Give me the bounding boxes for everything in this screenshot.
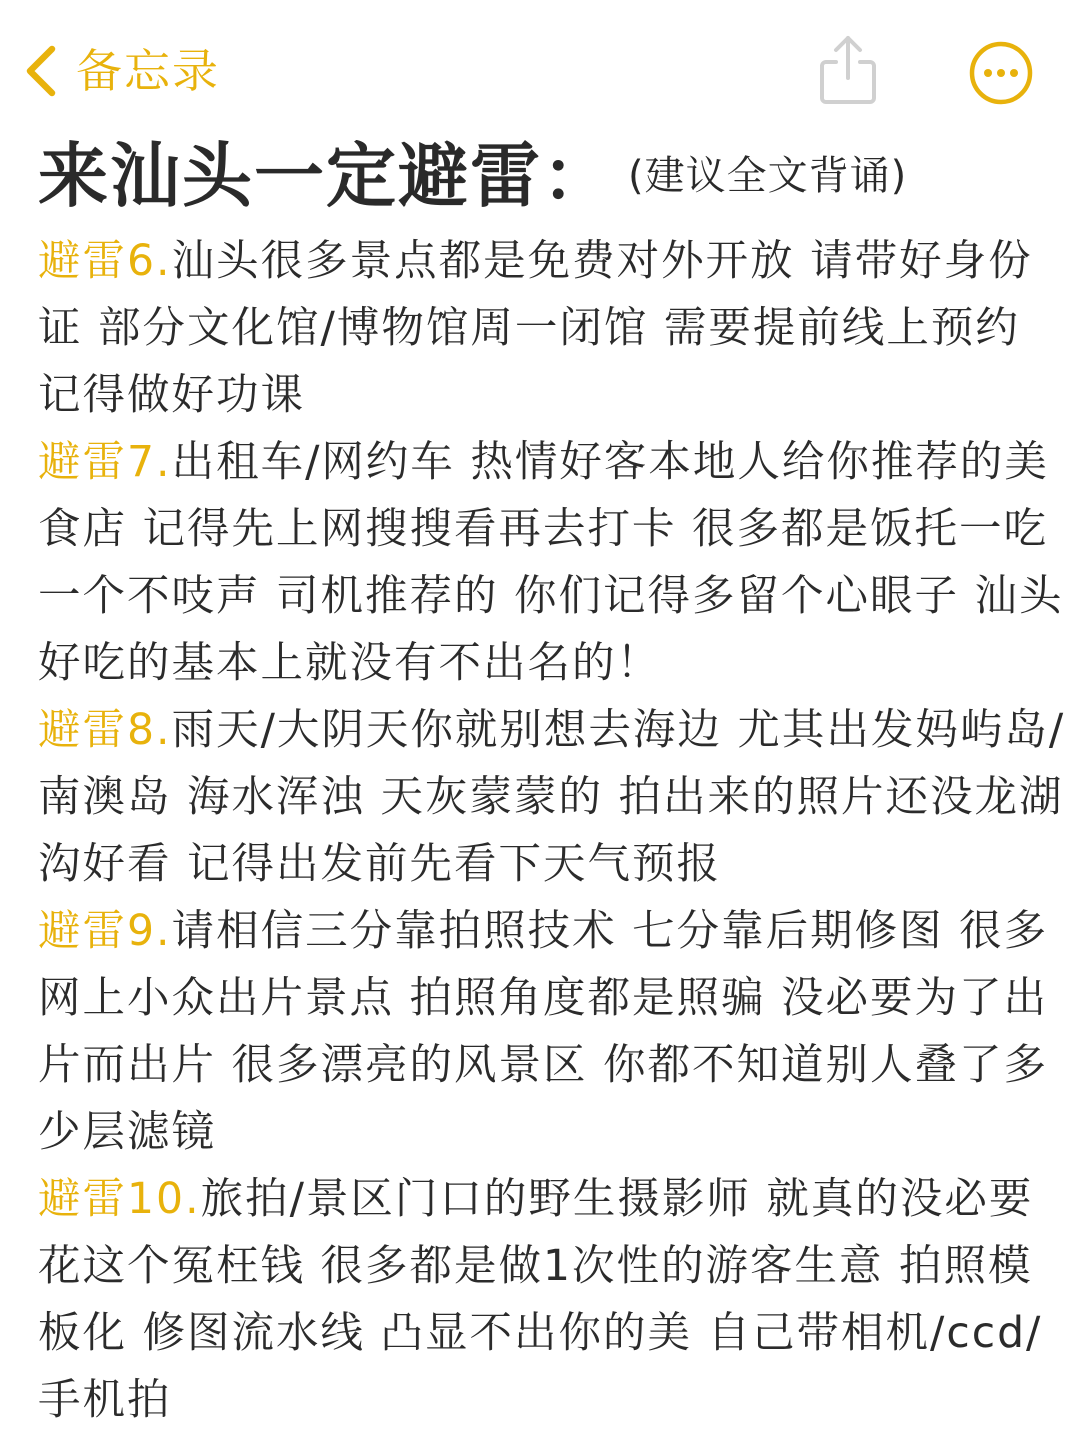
tip-label: 避雷8. xyxy=(38,706,172,755)
back-button[interactable] xyxy=(22,36,220,106)
note-title: 来汕头一定避雷： xyxy=(38,135,614,217)
share-icon xyxy=(812,32,884,108)
note-title-annotation: (建议全文背诵) xyxy=(628,153,908,199)
nav-bar xyxy=(0,0,1080,130)
tip-label: 避雷7. xyxy=(38,438,172,487)
share-button[interactable] xyxy=(812,32,884,108)
tip-item xyxy=(38,228,1073,429)
note-title-row xyxy=(38,126,1058,226)
tip-text: 请相信三分靠拍照技术 七分靠后期修图 很多网上小众出片景点 拍照角度都是照骗 没必要为了出片而出片 很多漂亮的风景区 你都不知道别人叠了多少层滤镜 xyxy=(38,907,1049,1157)
tip-text: 出租车/网约车 热情好客本地人给你推荐的美食店 记得先上网搜搜看再去打卡 很多都是饭托一吃一个不吱声 司机推荐的 你们记得多留个心眼子 汕头好吃的基本上就没有不出名的！ xyxy=(38,438,1064,688)
tip-item xyxy=(38,429,1073,697)
tip-item xyxy=(38,697,1073,898)
more-options-button[interactable] xyxy=(968,40,1034,106)
more-options-icon xyxy=(968,40,1034,106)
tip-text: 汕头很多景点都是免费对外开放 请带好身份证 部分文化馆/博物馆周一闭馆 需要提前线上预约 记得做好功课 xyxy=(38,237,1033,420)
note-body[interactable] xyxy=(38,228,1073,1434)
tip-item xyxy=(38,1166,1073,1434)
tip-label: 避雷10. xyxy=(38,1175,201,1224)
back-button-label: 备忘录 xyxy=(76,44,220,98)
tip-text: 旅拍/景区门口的野生摄影师 就真的没必要花这个冤枉钱 很多都是做1次性的游客生意 拍照模板化 修图流水线 凸显不出你的美 自己带相机/ccd/手机拍 xyxy=(38,1175,1043,1425)
chevron-left-icon xyxy=(22,41,62,101)
tip-label: 避雷6. xyxy=(38,237,172,286)
tip-item xyxy=(38,898,1073,1166)
tip-label: 避雷9. xyxy=(38,907,172,956)
tip-text: 雨天/大阴天你就别想去海边 尤其出发妈屿岛/南澳岛 海水浑浊 天灰蒙蒙的 拍出来的照片还没龙湖沟好看 记得出发前先看下天气预报 xyxy=(38,706,1066,889)
